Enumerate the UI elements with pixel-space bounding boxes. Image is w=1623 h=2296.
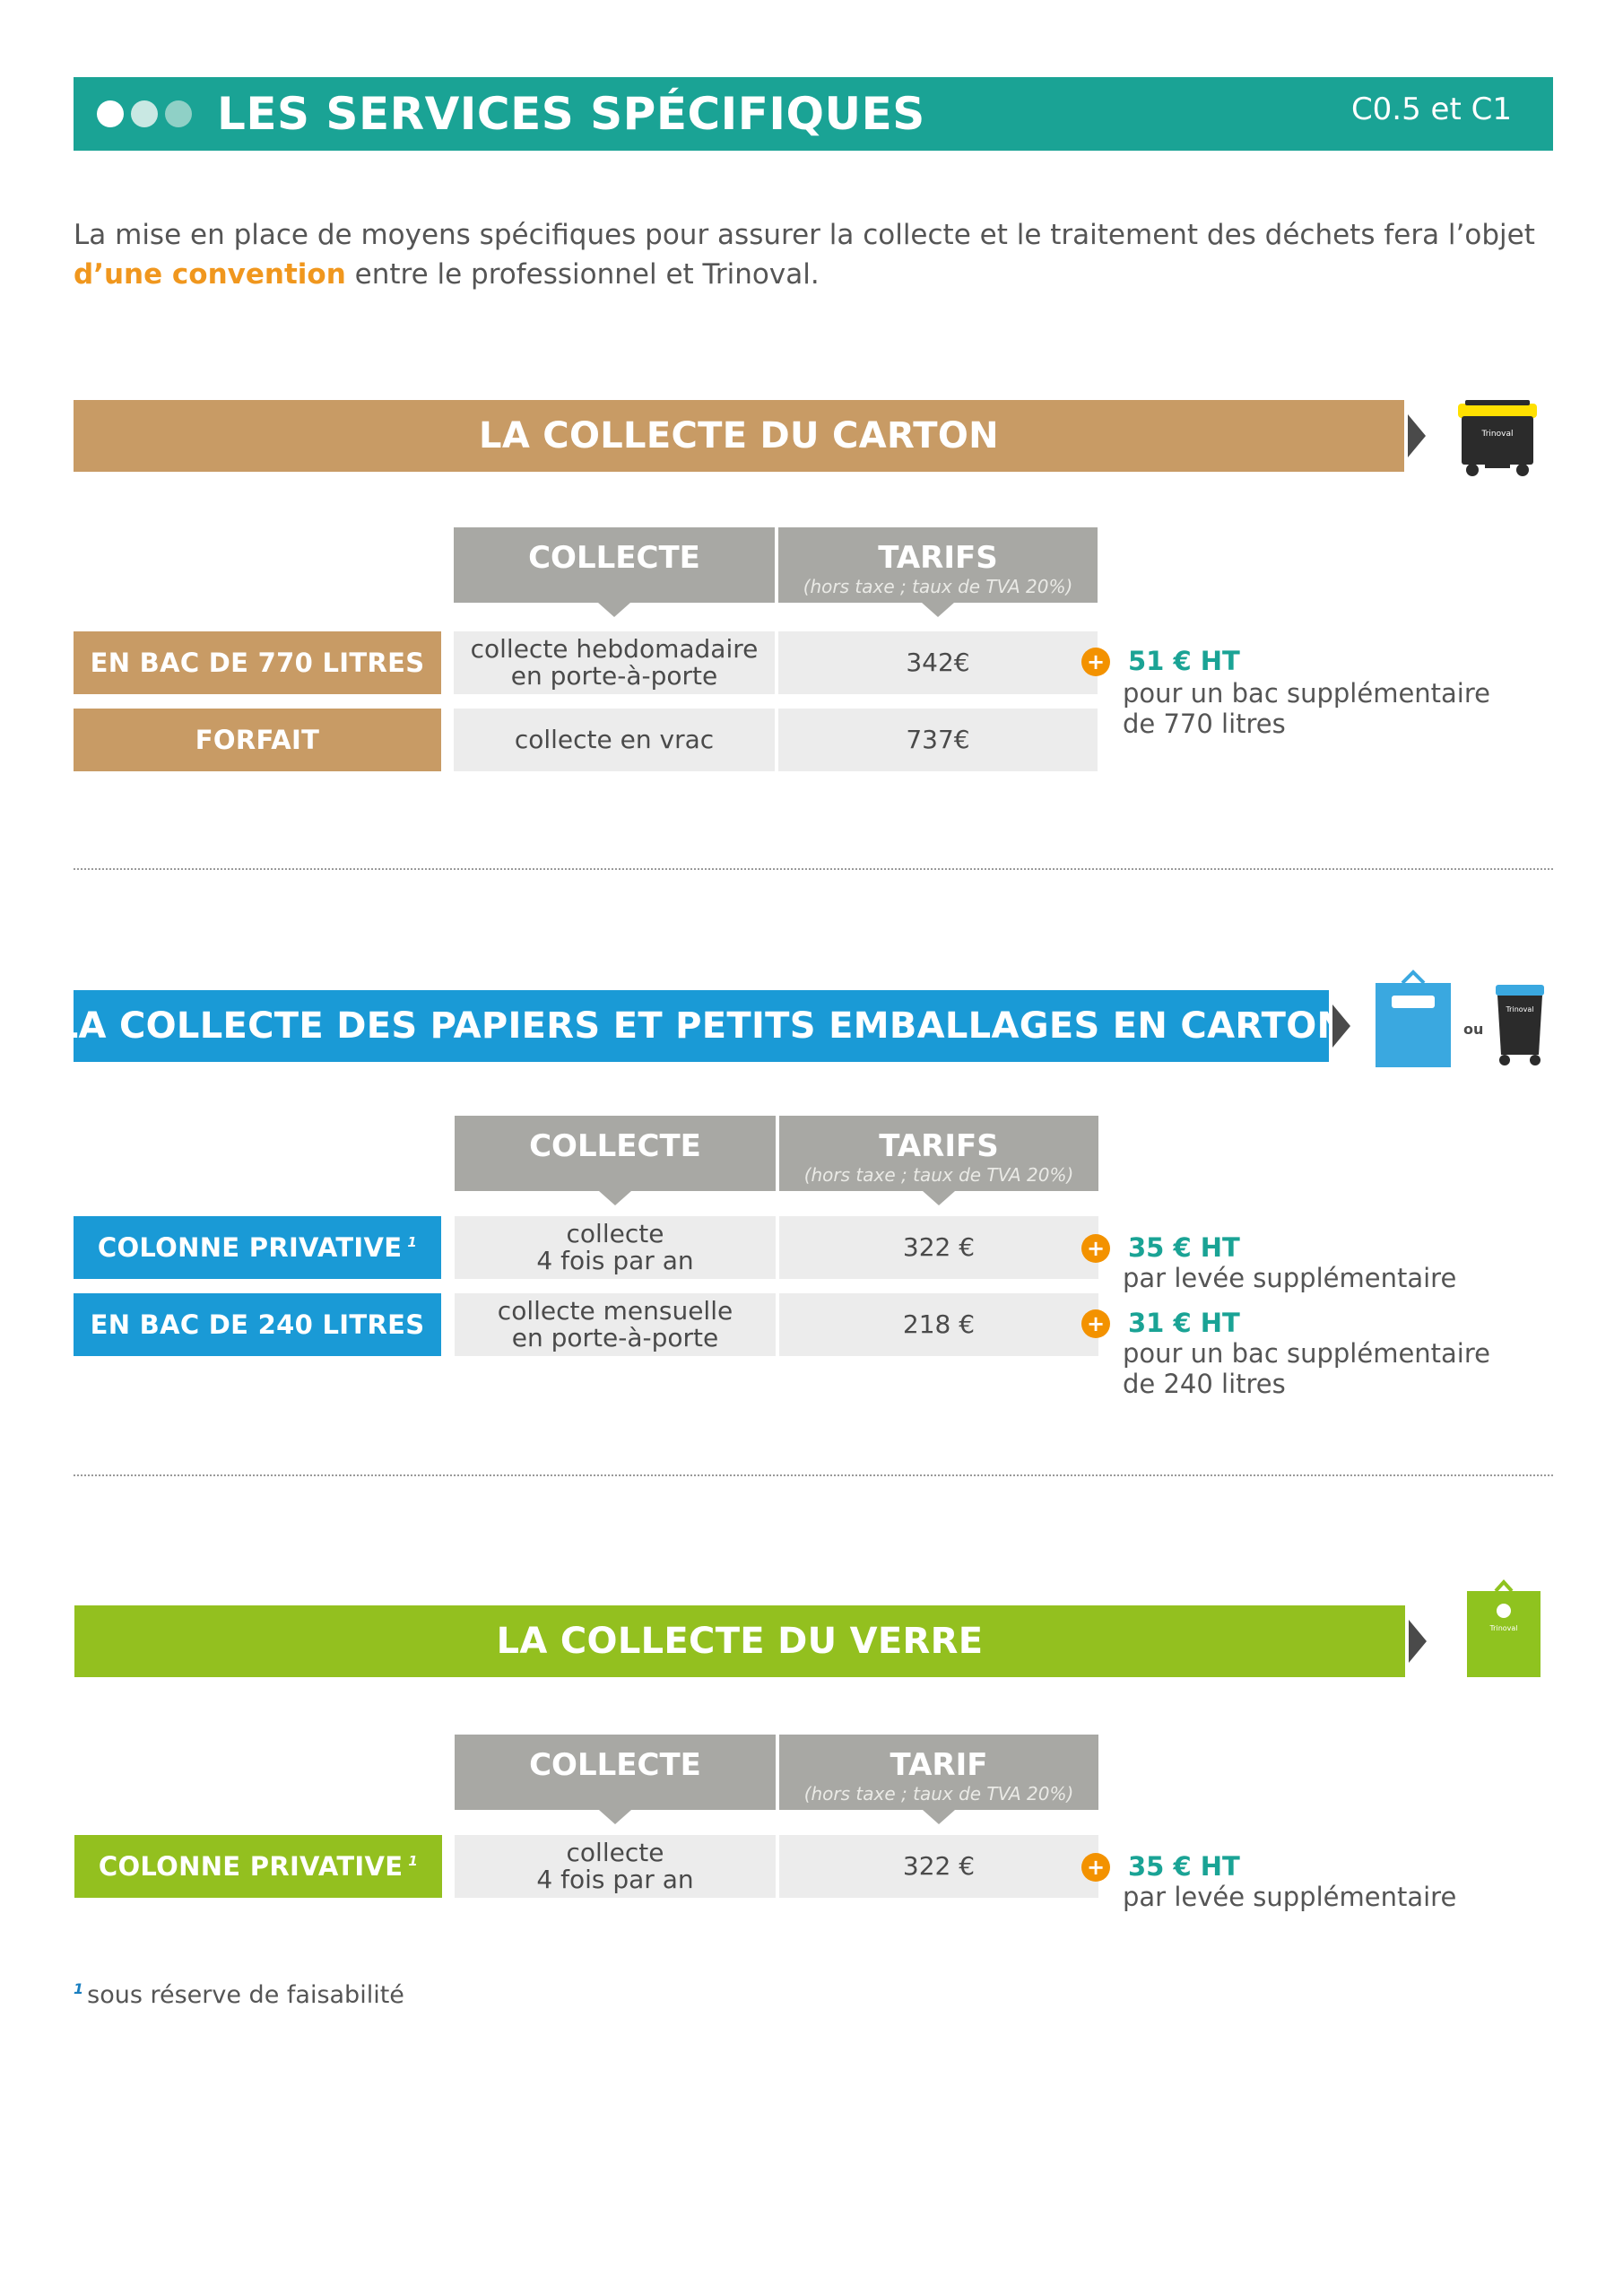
column-header-collecte: COLLECTE	[454, 527, 775, 603]
intro-text	[74, 215, 1562, 294]
column-header-tarifs: TARIFS (hors taxe ; taux de TVA 20%)	[779, 1116, 1098, 1191]
section-banner-verre	[74, 1605, 1405, 1677]
arrow-icon	[1409, 1620, 1427, 1663]
category-code: C0.5 et C1	[1350, 91, 1512, 127]
svg-text:Trinoval: Trinoval	[1506, 1005, 1534, 1013]
extra-description: pour un bac supplémentaire de 770 litres	[1123, 678, 1490, 739]
section-title: LA COLLECTE DU CARTON	[479, 415, 999, 457]
page-header	[74, 77, 1553, 151]
green-column-icon	[1463, 1578, 1544, 1679]
extra-price: 35 € HT	[1128, 1851, 1240, 1882]
section-title: LA COLLECTE DES PAPIERS ET PETITS EMBALLAGES EN CARTON	[55, 1005, 1348, 1047]
tarif-cell: 322 €	[779, 1216, 1098, 1279]
plus-icon: +	[1081, 1853, 1110, 1882]
column-header-tarif: TARIF (hors taxe ; taux de TVA 20%)	[779, 1735, 1098, 1810]
tarif-cell: 218 €	[779, 1293, 1098, 1356]
column-header-collecte: COLLECTE	[455, 1116, 776, 1191]
extra-description: par levée supplémentaire	[1123, 1263, 1457, 1293]
tarif-cell: 737€	[778, 709, 1098, 771]
extra-price: 35 € HT	[1128, 1232, 1240, 1263]
section-banner-papiers	[55, 990, 1348, 1062]
arrow-icon	[1332, 1004, 1350, 1048]
column-header-tarifs: TARIFS (hors taxe ; taux de TVA 20%)	[778, 527, 1098, 603]
collecte-cell: collecte 4 fois par an	[455, 1835, 776, 1898]
row-label: FORFAIT	[74, 709, 441, 771]
collecte-cell: collecte en vrac	[454, 709, 775, 771]
blue-column-icon	[1372, 969, 1454, 1069]
row-label: EN BAC DE 240 LITRES	[74, 1293, 441, 1356]
collecte-cell: collecte hebdomadaire en porte-à-porte	[454, 631, 775, 694]
intro-part2: entre le professionnel et Trinoval.	[345, 258, 820, 291]
dots-icon	[97, 100, 192, 127]
extra-description: par levée supplémentaire	[1123, 1882, 1457, 1912]
section-title: LA COLLECTE DU VERRE	[496, 1621, 984, 1662]
collecte-cell: collecte mensuelle en porte-à-porte	[455, 1293, 776, 1356]
plus-icon: +	[1081, 1309, 1110, 1338]
plus-icon: +	[1081, 1234, 1110, 1263]
extra-price: 31 € HT	[1128, 1308, 1240, 1338]
footnote: $^1$ sous réserve de faisabilité	[74, 1980, 404, 2009]
divider	[74, 868, 1553, 870]
tarif-cell: 342€	[778, 631, 1098, 694]
divider	[74, 1474, 1553, 1476]
yellow-lid-bin-icon	[1454, 398, 1541, 479]
column-header-collecte: COLLECTE	[455, 1735, 776, 1810]
arrow-icon	[1408, 414, 1426, 457]
intro-highlight: d’une convention	[74, 258, 346, 291]
svg-text:Trinoval: Trinoval	[1489, 1624, 1518, 1632]
collecte-cell: collecte 4 fois par an	[455, 1216, 776, 1279]
tarif-cell: 322 €	[779, 1835, 1098, 1898]
or-label: ou	[1463, 1021, 1484, 1038]
page-title: LES SERVICES SPÉCIFIQUES	[217, 88, 925, 140]
extra-description: pour un bac supplémentaire de 240 litres	[1123, 1338, 1490, 1399]
plus-icon: +	[1081, 648, 1110, 676]
intro-part1: La mise en place de moyens spécifiques pour assurer la collecte et le traitement des déchets fera l’objet	[74, 219, 1535, 251]
section-banner-carton	[74, 400, 1404, 472]
svg-text:Trinoval: Trinoval	[1481, 430, 1514, 439]
black-bin-icon	[1492, 983, 1548, 1067]
row-label: COLONNE PRIVATIVE $^1$	[74, 1835, 442, 1898]
extra-price: 51 € HT	[1128, 646, 1240, 676]
row-label: COLONNE PRIVATIVE $^1$	[74, 1216, 441, 1279]
row-label: EN BAC DE 770 LITRES	[74, 631, 441, 694]
